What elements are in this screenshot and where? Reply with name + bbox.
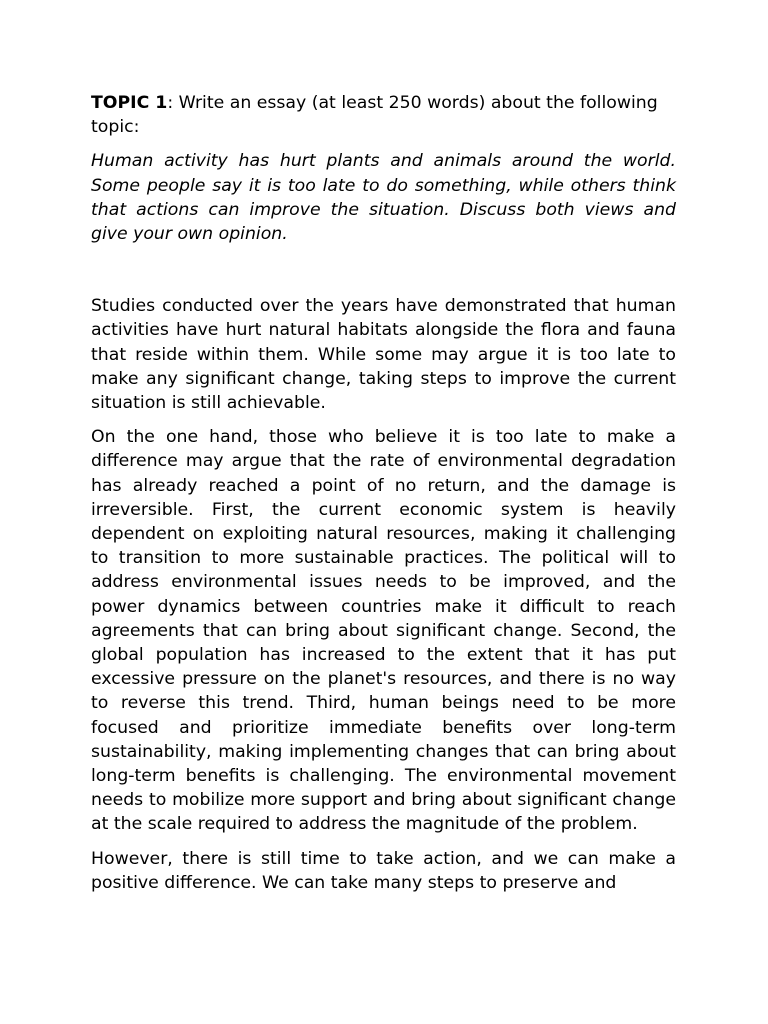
essay-prompt: Human activity has hurt plants and animals around the world. Some people say it is too late to do something, while others think that actions can improve the situation. Discuss both views and give your own opinion. xyxy=(91,151,676,245)
essay-paragraph-introduction: Studies conducted over the years have demonstrated that human activities have hurt natural habitats alongside the flora and fauna that reside within them. While some may argue it is too late to make any significant change, taking steps to improve the current situation is still achievable. xyxy=(91,296,676,414)
essay-paragraph-first-view: On the one hand, those who believe it is too late to make a difference may argue that the rate of environmental degradation has already reached a point of no return, and the damage is irreversible. First, the current economic system is heavily dependent on exploiting natural resources, making it challenging to transition to more sustainable practices. The political will to address environmental issues needs to be improved, and the power dynamics between countries make it difficult to reach agreements that can bring about significant change. Second, the global population has increased to the extent that it has put excessive pressure on the planet's resources, and there is no way to reverse this trend. Third, human beings need to be more focused and prioritize immediate benefits over long-term sustainability, making implementing changes that can bring about long-term benefits is challenging. The environmental movement needs to mobilize more support and bring about significant change at the scale required to address the magnitude of the problem. xyxy=(91,427,676,835)
topic-heading xyxy=(91,91,676,139)
topic-label: TOPIC 1 xyxy=(91,93,168,113)
topic-instruction: : Write an essay (at least 250 words) about the following topic: xyxy=(91,93,658,138)
document-page xyxy=(91,91,676,895)
essay-paragraph-second-view: However, there is still time to take action, and we can make a positive difference. We can take many steps to preserve and xyxy=(91,848,676,893)
